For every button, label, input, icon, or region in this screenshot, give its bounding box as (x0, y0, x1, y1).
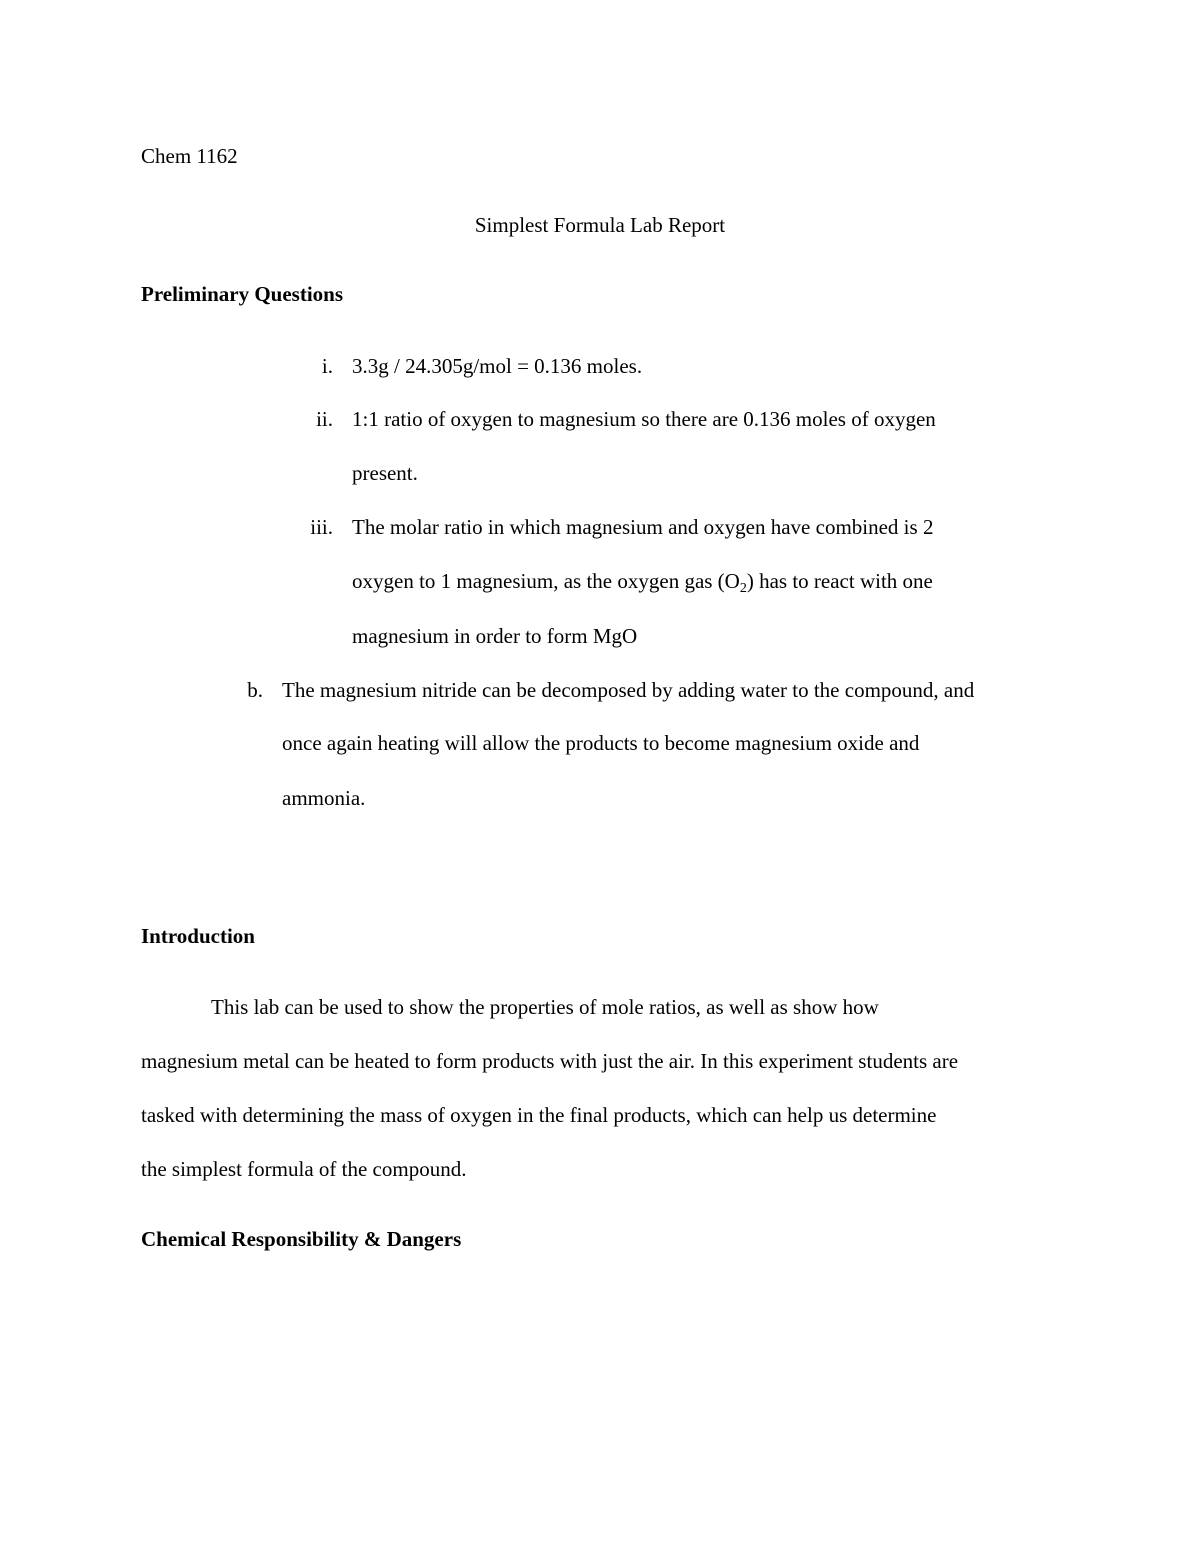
introduction-line-4: the simplest formula of the compound. (141, 1157, 467, 1181)
answer-iii-line-2 (352, 569, 933, 596)
answer-iii-line-3: magnesium in order to form MgO (352, 624, 638, 648)
course-label: Chem 1162 (141, 144, 238, 168)
introduction-line-3: tasked with determining the mass of oxygen in the final products, which can help us determine (141, 1103, 937, 1127)
introduction-heading: Introduction (141, 924, 255, 948)
answer-b-line-1: The magnesium nitride can be decomposed by adding water to the compound, and (282, 678, 975, 702)
list-marker-i: i. (321, 354, 333, 378)
answer-ii-line-2: present. (352, 461, 418, 485)
introduction-line-2: magnesium metal can be heated to form products with just the air. In this experiment students are (141, 1049, 959, 1073)
introduction-line-1: This lab can be used to show the properties of mole ratios, as well as show how (211, 995, 879, 1019)
list-marker-b: b. (247, 678, 263, 702)
answer-b-line-3: ammonia. (282, 786, 366, 810)
answer-b-line-2: once again heating will allow the products to become magnesium oxide and (282, 731, 920, 755)
oxygen-subscript: 2 (739, 581, 747, 596)
chemical-responsibility-heading: Chemical Responsibility & Dangers (141, 1227, 462, 1251)
answer-iii-line-2-text-b: ) has to react with one (746, 569, 933, 593)
answer-iii-line-1: The molar ratio in which magnesium and oxygen have combined is 2 (352, 515, 934, 539)
list-marker-ii: ii. (316, 407, 333, 431)
list-marker-iii: iii. (310, 515, 333, 539)
answer-iii-line-2-text-a: oxygen to 1 magnesium, as the oxygen gas (O (352, 569, 740, 593)
answer-ii-line-1: 1:1 ratio of oxygen to magnesium so there are 0.136 moles of oxygen (352, 407, 936, 431)
preliminary-questions-heading: Preliminary Questions (141, 282, 344, 306)
report-title: Simplest Formula Lab Report (474, 213, 726, 237)
answer-i-line-1: 3.3g / 24.305g/mol = 0.136 moles. (352, 354, 643, 378)
